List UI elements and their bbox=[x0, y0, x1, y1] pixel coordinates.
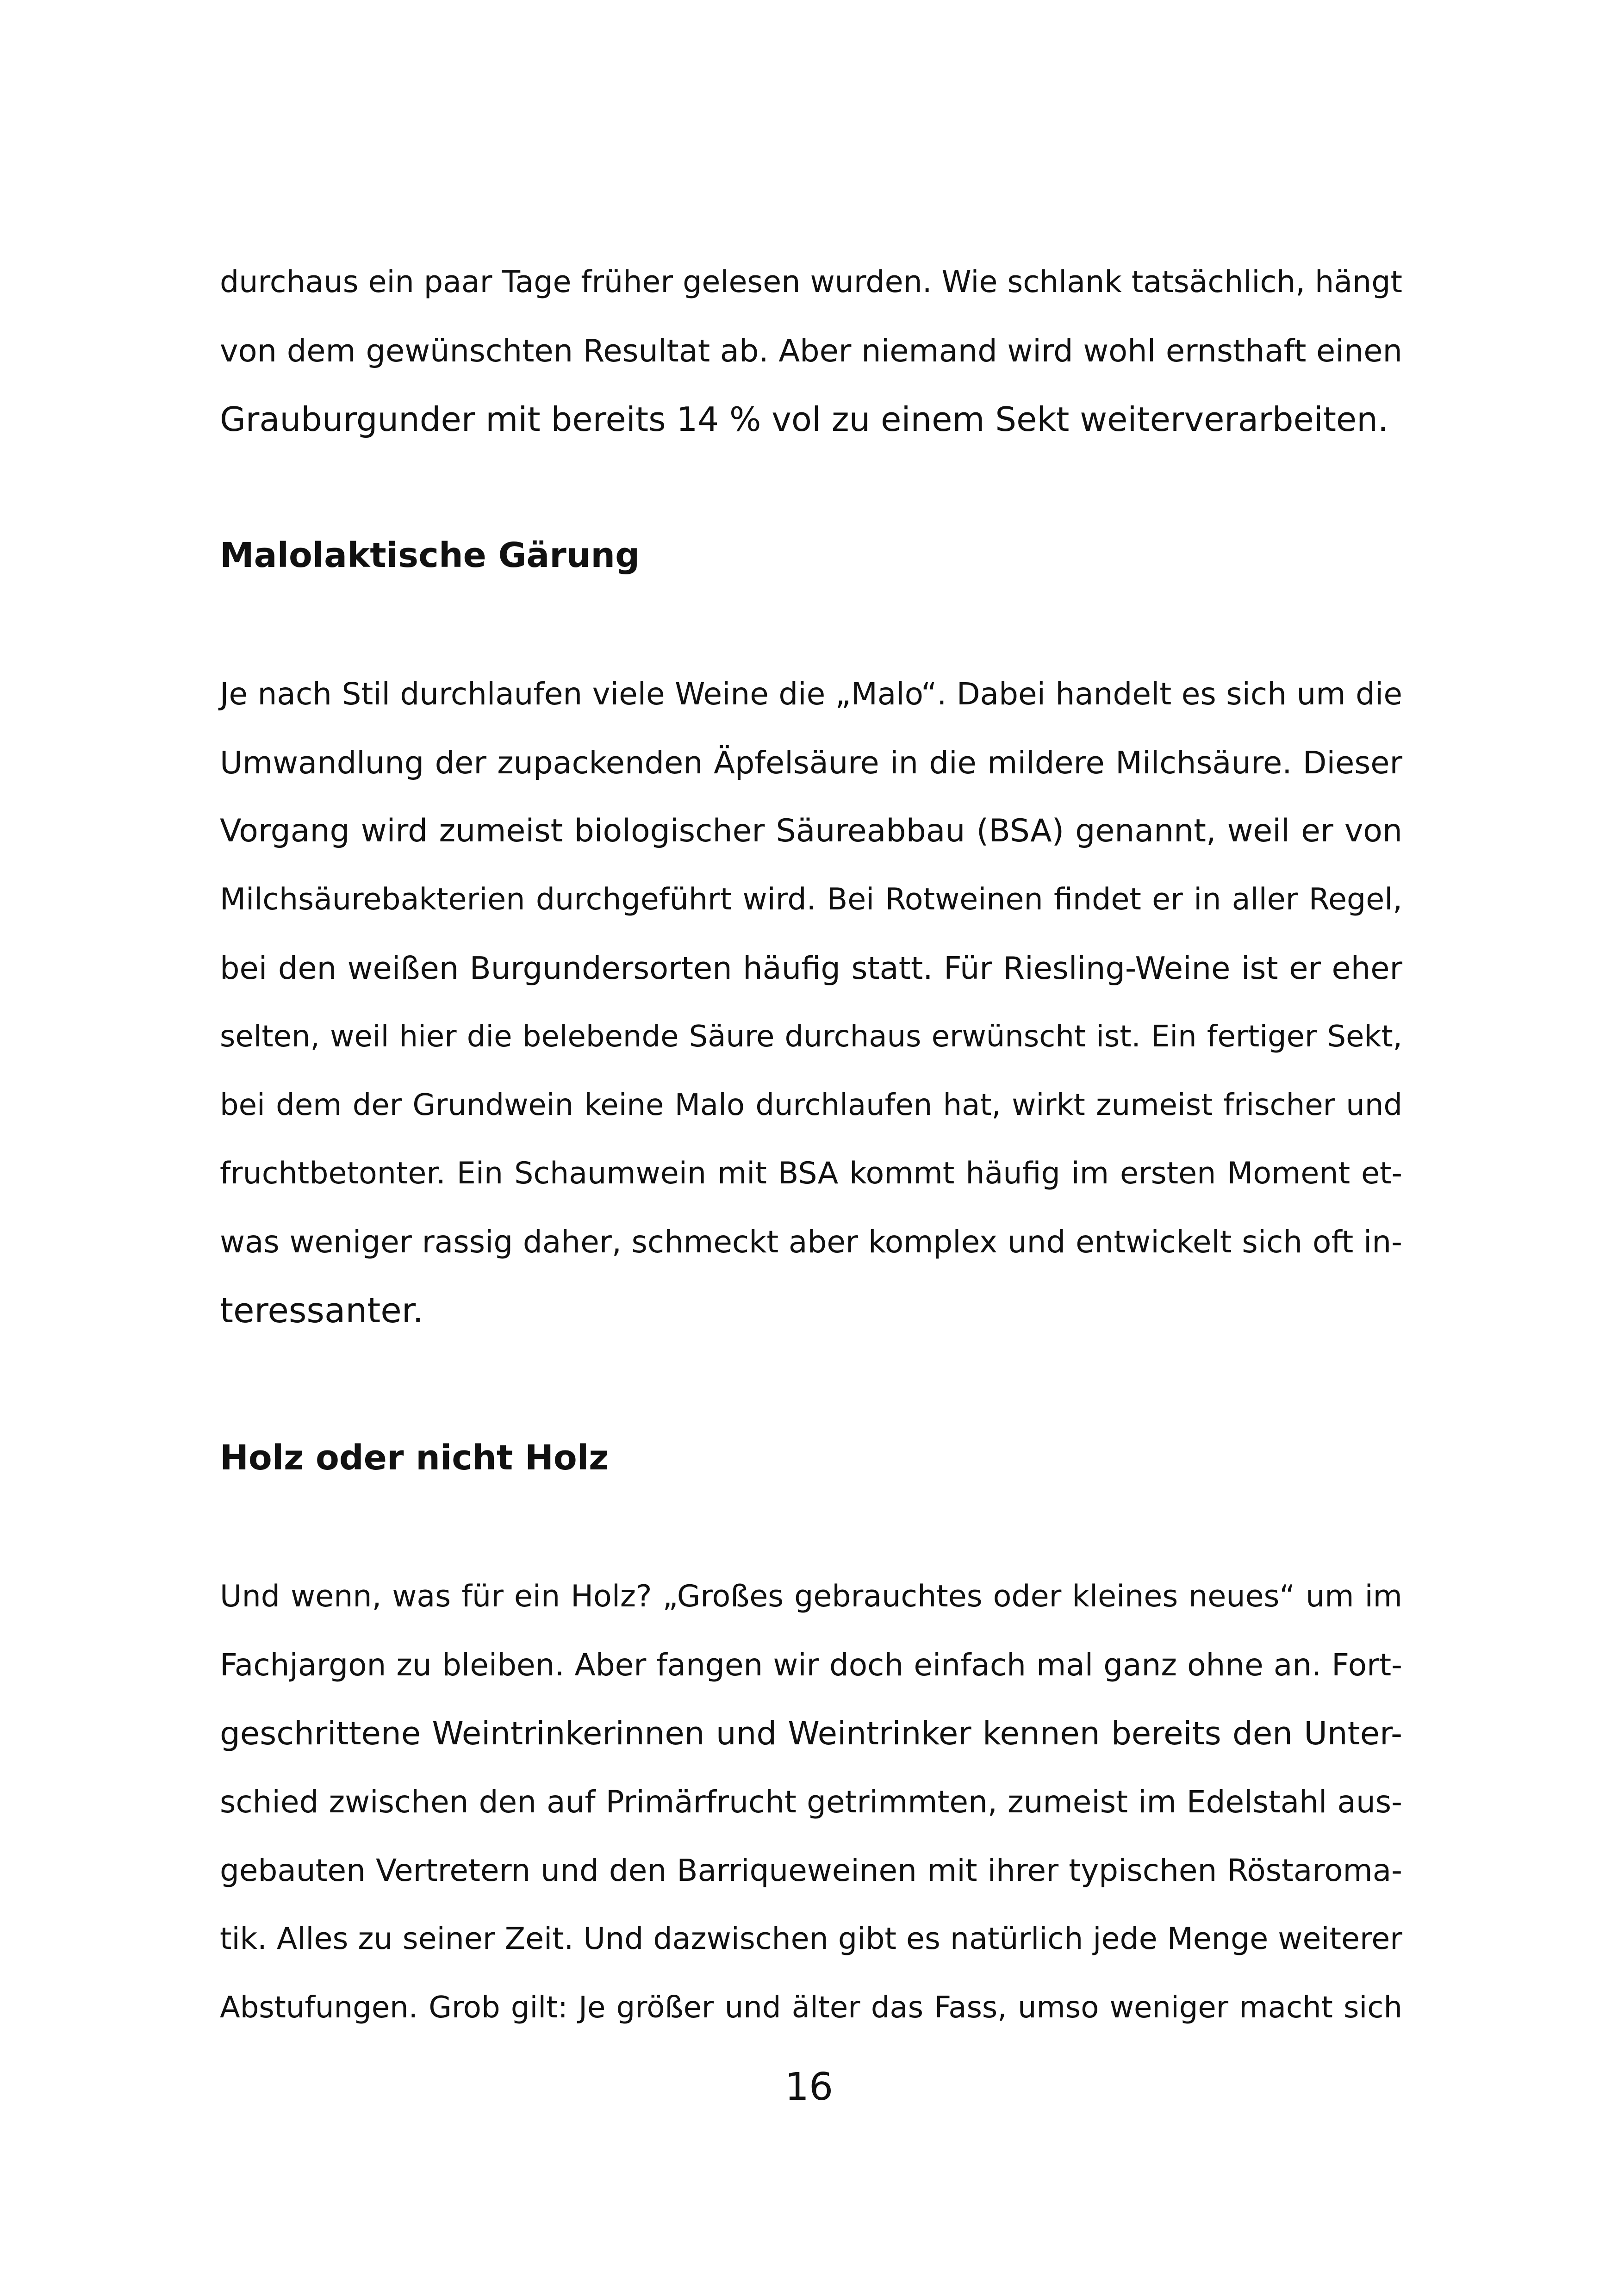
paragraph-2-line: Vorgang wird zumeist biologischer Säureabbau (BSA) genannt, weil er von bbox=[220, 813, 1402, 849]
paragraph-3-line: tik. Alles zu seiner Zeit. Und dazwischen gibt es natürlich jede Menge weiterer bbox=[220, 1922, 1402, 1956]
paragraph-3 bbox=[220, 1574, 1402, 2031]
paragraph-3-line: gebauten Vertretern und den Barriqueweinen mit ihrer typischen Röstaroma- bbox=[220, 1853, 1402, 1888]
paragraph-3-line: Abstufungen. Grob gilt: Je größer und älter das Fass, umso weniger macht sich bbox=[220, 1991, 1402, 2025]
paragraph-1-line: von dem gewünschten Resultat ab. Aber niemand wird wohl ernsthaft einen bbox=[220, 333, 1402, 369]
paragraph-3-line: schied zwischen den auf Primärfrucht getrimmten, zumeist im Edelstahl aus- bbox=[220, 1784, 1402, 1820]
paragraph-3-line: Fachjargon zu bleiben. Aber fangen wir doch einfach mal ganz ohne an. Fort- bbox=[220, 1647, 1402, 1683]
paragraph-1-line: Grauburgunder mit bereits 14 % vol zu einem Sekt weiterverarbeiten. bbox=[220, 400, 1388, 439]
section-heading-malolaktische-gaerung bbox=[220, 532, 1402, 579]
paragraph-2-line: fruchtbetonter. Ein Schaumwein mit BSA kommt häufig im ersten Moment et- bbox=[220, 1156, 1402, 1191]
paragraph-3-line: geschrittene Weintrinkerinnen und Weintrinker kennen bereits den Unter- bbox=[220, 1715, 1402, 1752]
paragraph-2-line: Umwandlung der zupackenden Äpfelsäure in die mildere Milchsäure. Dieser bbox=[220, 745, 1402, 781]
paragraph-1 bbox=[220, 259, 1402, 442]
paragraph-2-line: bei dem der Grundwein keine Malo durchlaufen hat, wirkt zumeist frischer und bbox=[220, 1088, 1402, 1122]
paragraph-2-line: bei den weißen Burgundersorten häufig statt. Für Riesling-Weine ist er eher bbox=[220, 950, 1402, 986]
paragraph-2-line: selten, weil hier die belebende Säure durchaus erwünscht ist. Ein fertiger Sekt, bbox=[220, 1020, 1402, 1054]
section-heading: Holz oder nicht Holz bbox=[220, 1438, 609, 1478]
paragraph-2-line: Milchsäurebakterien durchgeführt wird. Bei Rotweinen findet er in aller Regel, bbox=[220, 882, 1402, 917]
page-number: 16 bbox=[784, 2065, 834, 2109]
paragraph-2-line: teressanter. bbox=[220, 1291, 423, 1331]
section-heading-holz-oder-nicht-holz bbox=[220, 1435, 1402, 1481]
paragraph-2 bbox=[220, 671, 1402, 1334]
section-heading: Malolaktische Gärung bbox=[220, 535, 640, 575]
paragraph-2-line: Je nach Stil durchlaufen viele Weine die „Malo“. Dabei handelt es sich um die bbox=[220, 676, 1402, 712]
paragraph-3-line: Und wenn, was für ein Holz? „Großes gebrauchtes oder kleines neues“ um im bbox=[220, 1579, 1402, 1614]
paragraph-1-line: durchaus ein paar Tage früher gelesen wurden. Wie schlank tatsächlich, hängt bbox=[220, 265, 1402, 299]
paragraph-2-line: was weniger rassig daher, schmeckt aber komplex und entwickelt sich oft in- bbox=[220, 1224, 1402, 1260]
